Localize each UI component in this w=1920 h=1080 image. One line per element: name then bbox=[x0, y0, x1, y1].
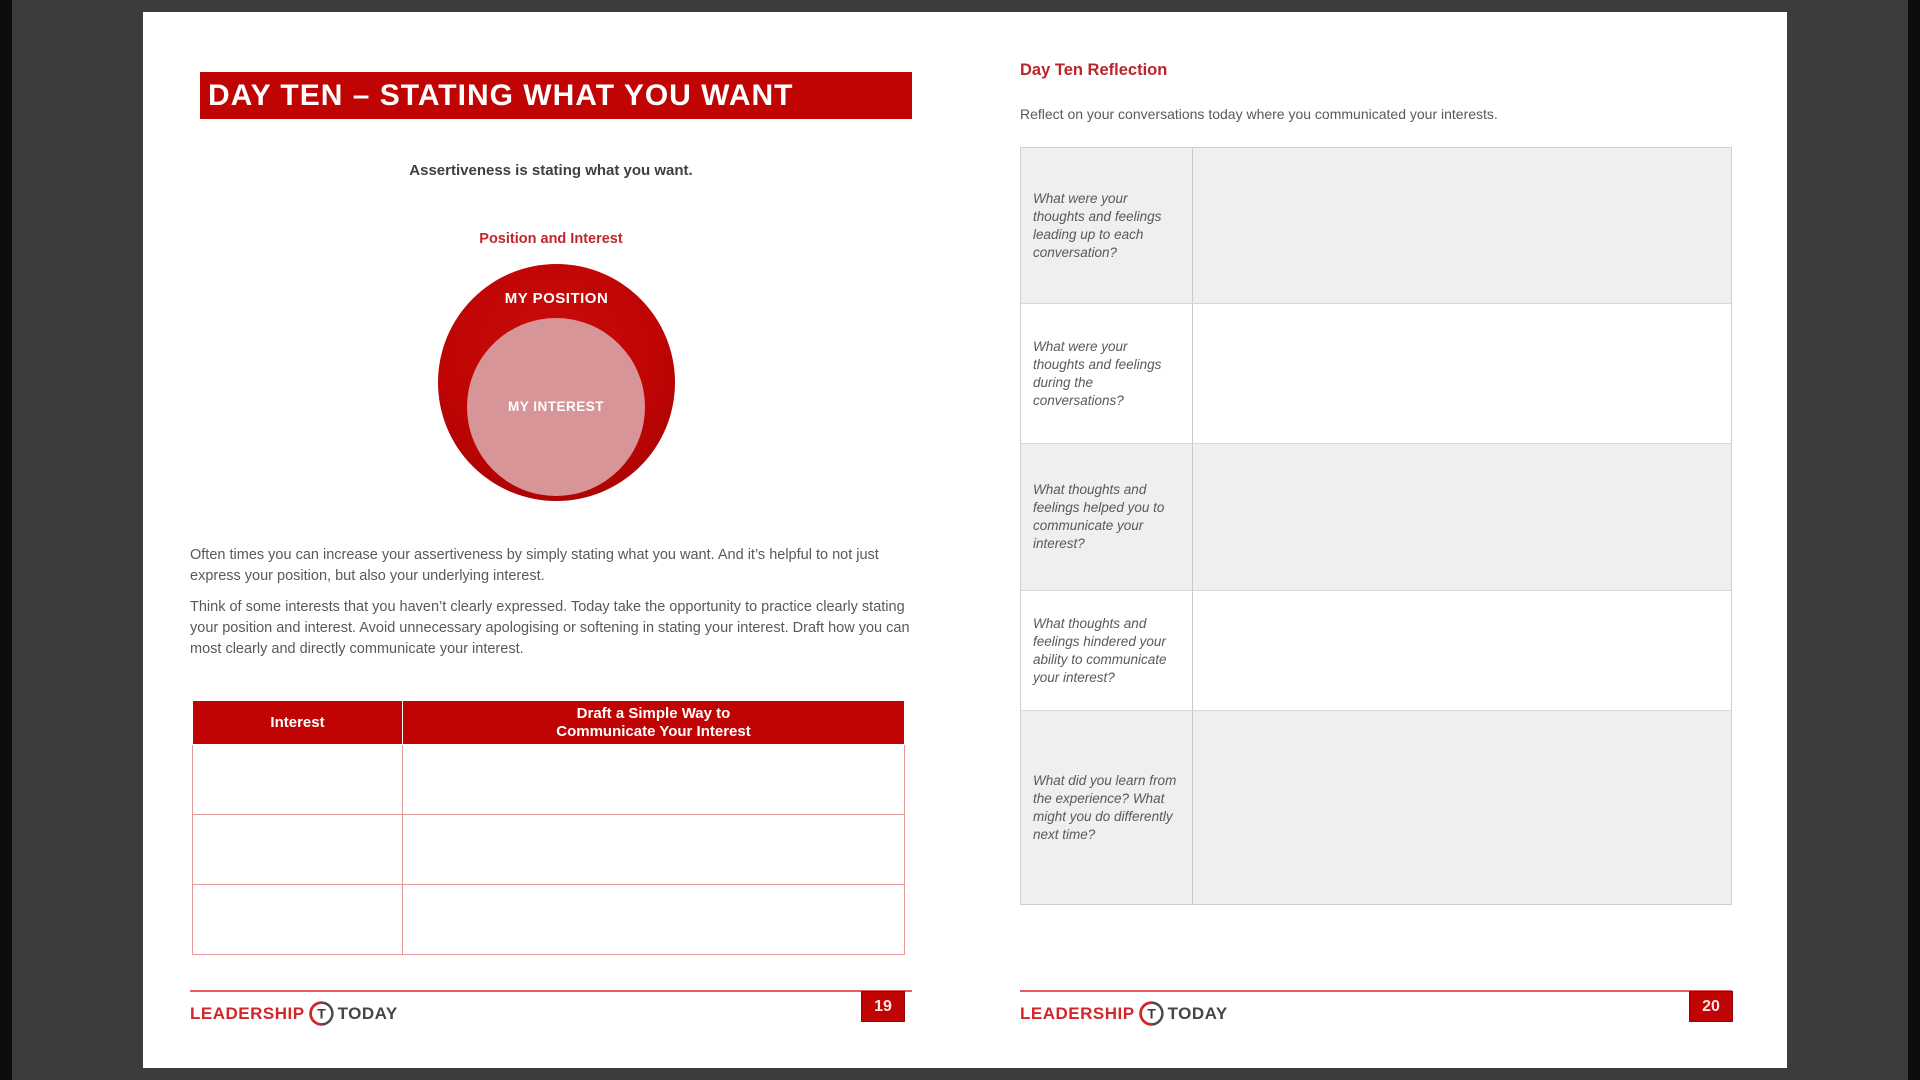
reflection-intro: Reflect on your conversations today where you communicated your interests. bbox=[1020, 106, 1498, 122]
reflection-answer-area bbox=[1193, 304, 1731, 443]
reflection-table bbox=[1020, 147, 1732, 905]
footer-rule-left bbox=[190, 990, 912, 992]
brand-leadership-text: LEADERSHIP bbox=[1020, 1003, 1135, 1023]
position-circle bbox=[438, 264, 675, 501]
interest-table-header-row bbox=[193, 701, 905, 745]
footer-rule-right bbox=[1020, 990, 1732, 992]
interest-table-row bbox=[193, 885, 905, 955]
svg-text:T: T bbox=[1146, 1005, 1156, 1022]
interest-column-header: Interest bbox=[193, 701, 403, 745]
viewer-edge-left bbox=[0, 0, 12, 1080]
draft-cell bbox=[403, 815, 905, 885]
reflection-row bbox=[1021, 444, 1731, 591]
reflection-row bbox=[1021, 148, 1731, 304]
body-paragraph-2: Think of some interests that you haven’t clearly expressed. Today take the opportunity to practice clearly stating your position and interest. Avoid unnecessary apologising or softening in stating your interest. Draft how you can most clearly and directly communicate your interest. bbox=[190, 599, 910, 657]
reflection-question: What did you learn from the experience? What might you do differently next time? bbox=[1021, 711, 1193, 904]
draft-column-header: Draft a Simple Way to Communicate Your Interest bbox=[403, 701, 905, 745]
viewer-edge-right bbox=[1908, 0, 1920, 1080]
interest-cell bbox=[193, 815, 403, 885]
reflection-question: What were your thoughts and feelings leading up to each conversation? bbox=[1021, 148, 1193, 303]
brand-today-text: TODAY bbox=[337, 1003, 398, 1023]
reflection-question: What thoughts and feelings hindered your ability to communicate your interest? bbox=[1021, 591, 1193, 710]
page-number-badge-right: 20 bbox=[1689, 991, 1733, 1022]
reflection-question: What thoughts and feelings helped you to communicate your interest? bbox=[1021, 444, 1193, 590]
leadership-today-logo-icon bbox=[1137, 1000, 1166, 1027]
reflection-question: What were your thoughts and feelings during the conversations? bbox=[1021, 304, 1193, 443]
interest-cell bbox=[193, 745, 403, 815]
position-circle-label: MY POSITION bbox=[504, 290, 609, 307]
reflection-row bbox=[1021, 304, 1731, 444]
reflection-heading: Day Ten Reflection bbox=[1020, 61, 1168, 79]
reflection-row bbox=[1021, 591, 1731, 711]
interest-table-row bbox=[193, 745, 905, 815]
leadership-today-logo-icon bbox=[307, 1000, 336, 1027]
brand-logo-left bbox=[190, 1000, 398, 1027]
reflection-answer-area bbox=[1193, 711, 1731, 904]
interest-table-row bbox=[193, 815, 905, 885]
interest-cell bbox=[193, 885, 403, 955]
interest-circle bbox=[467, 318, 645, 496]
reflection-row bbox=[1021, 711, 1731, 904]
brand-logo-right bbox=[1020, 1000, 1228, 1027]
page-title-banner bbox=[200, 72, 912, 119]
page-number-badge-left: 19 bbox=[861, 991, 905, 1022]
document-spread bbox=[143, 12, 1787, 1068]
reflection-answer-area bbox=[1193, 591, 1731, 710]
brand-leadership-text: LEADERSHIP bbox=[190, 1003, 305, 1023]
assertiveness-subtitle: Assertiveness is stating what you want. bbox=[409, 162, 693, 179]
body-paragraph-1: Often times you can increase your assertiveness by simply stating what you want. And it’s helpful to not just express your position, but also your underlying interest. bbox=[190, 547, 879, 584]
interest-circle-label: MY INTEREST bbox=[507, 399, 604, 414]
interest-table bbox=[192, 700, 905, 955]
page-title: DAY TEN – STATING WHAT YOU WANT bbox=[208, 79, 794, 112]
brand-today-text: TODAY bbox=[1167, 1003, 1228, 1023]
reflection-answer-area bbox=[1193, 148, 1731, 303]
reflection-answer-area bbox=[1193, 444, 1731, 590]
draft-cell bbox=[403, 885, 905, 955]
svg-text:T: T bbox=[316, 1005, 326, 1022]
draft-cell bbox=[403, 745, 905, 815]
diagram-heading: Position and Interest bbox=[479, 231, 623, 247]
